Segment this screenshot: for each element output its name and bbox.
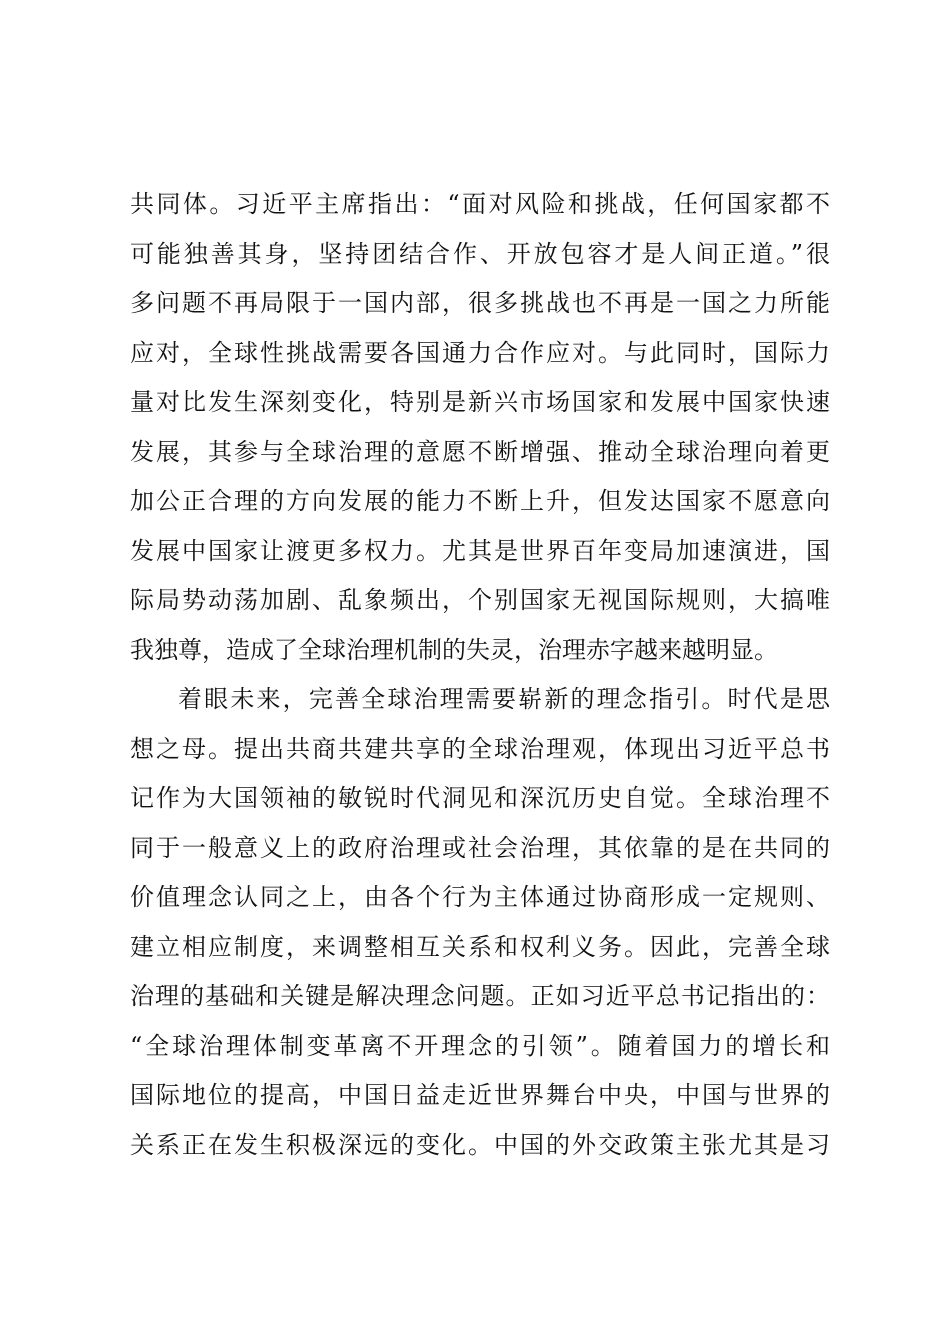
text-line: 加公正合理的方向发展的能力不断上升，但发达国家不愿意向 <box>130 487 830 515</box>
text-line: 关系正在发生积极深远的变化。中国的外交政策主张尤其是习 <box>130 1130 830 1159</box>
text-line: 建立相应制度，来调整相互关系和权利义务。因此，完善全球 <box>130 932 830 961</box>
text-line: 价值理念认同之上，由各个行为主体通过协商形成一定规则、 <box>130 883 830 911</box>
text-line: 多问题不再局限于一国内部，很多挑战也不再是一国之力所能 <box>130 289 830 317</box>
text-line: 想之母。提出共商共建共享的全球治理观，体现出习近平总书 <box>130 734 830 763</box>
text-line: 量对比发生深刻变化，特别是新兴市场国家和发展中国家快速 <box>130 388 830 416</box>
text-line: 同于一般意义上的政府治理或社会治理，其依靠的是在共同的 <box>130 833 830 862</box>
text-line: “全球治理体制变革离不开理念的引领”。随着国力的增长和 <box>130 1031 830 1060</box>
text-line: 可能独善其身，坚持团结合作、开放包容才是人间正道。”很 <box>130 239 830 268</box>
text-line: 发展，其参与全球治理的意愿不断增强、推动全球治理向着更 <box>130 437 830 466</box>
text-line: 记作为大国领袖的敏锐时代洞见和深沉历史自觉。全球治理不 <box>130 784 830 812</box>
text-line: 国际地位的提高，中国日益走近世界舞台中央，中国与世界的 <box>130 1081 830 1109</box>
text-line: 着眼未来，完善全球治理需要崭新的理念指引。时代是思 <box>178 685 830 713</box>
text-line: 应对，全球性挑战需要各国通力合作应对。与此同时，国际力 <box>130 338 830 367</box>
text-line: 治理的基础和关键是解决理念问题。正如习近平总书记指出的： <box>130 982 830 1010</box>
text-line: 发展中国家让渡更多权力。尤其是世界百年变局加速演进，国 <box>130 536 830 565</box>
paragraph-2 <box>130 675 830 1170</box>
text-line: 我独尊，造成了全球治理机制的失灵，治理赤字越来越明显。 <box>130 635 778 664</box>
paragraph-1 <box>130 180 830 675</box>
body-text <box>130 180 830 1170</box>
text-line: 共同体。习近平主席指出：“面对风险和挑战，任何国家都不 <box>130 190 830 218</box>
text-line: 际局势动荡加剧、乱象频出，个别国家无视国际规则，大搞唯 <box>130 586 830 614</box>
